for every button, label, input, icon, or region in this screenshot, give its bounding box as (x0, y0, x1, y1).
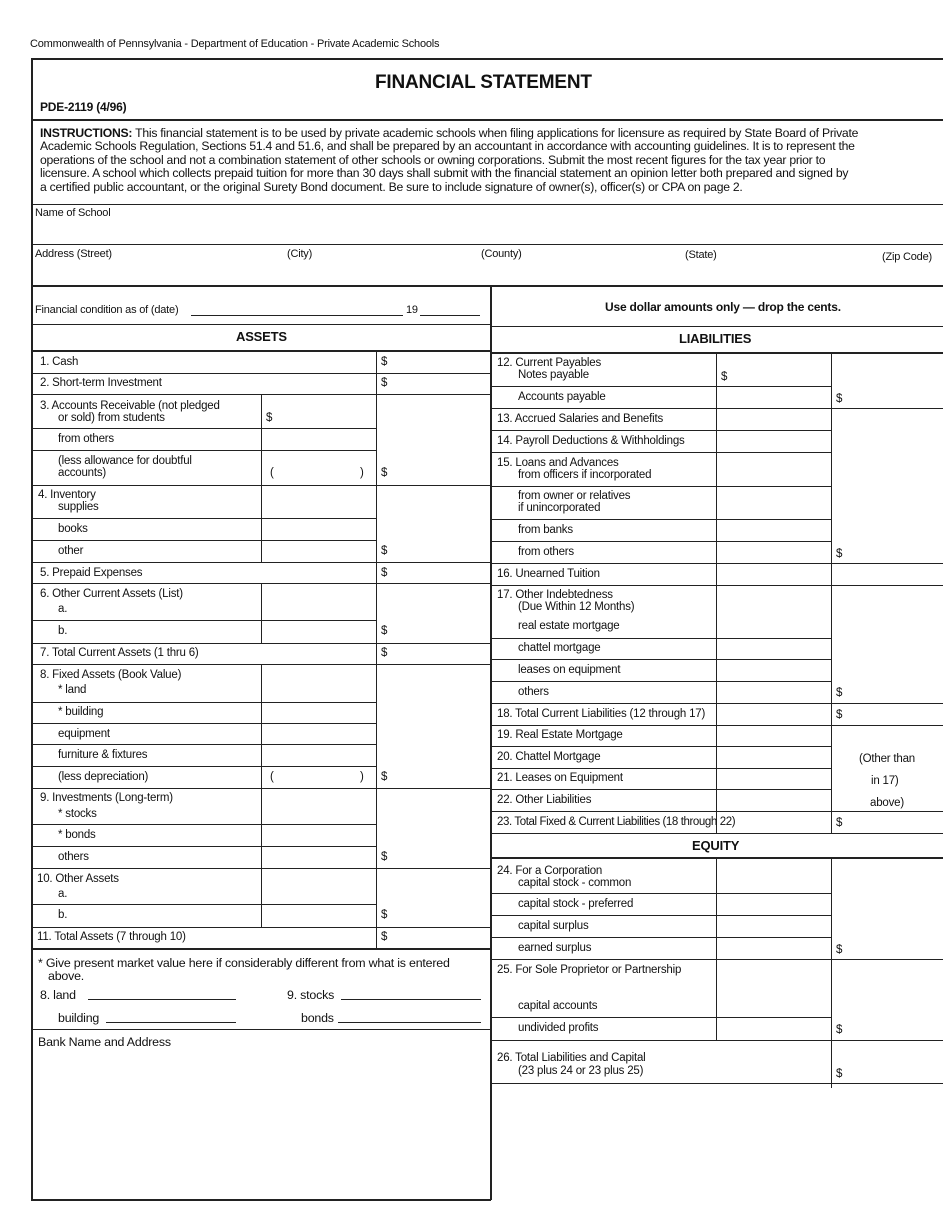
rule (491, 893, 831, 894)
rule (31, 824, 376, 825)
dollar-note: Use dollar amounts only — drop the cents. (605, 300, 841, 314)
rule (31, 664, 491, 665)
instructions-line-2: Academic Schools Regulation, Sections 51.4 and 51.6, and shall be prepared by an accountant in accordance with accounting guidelines. It is to represent the (40, 139, 855, 154)
assets-sub-col-divider-4 (261, 485, 262, 562)
equity-undivided-profits: undivided profits (518, 1022, 599, 1034)
asset-investments-bonds: * bonds (58, 829, 96, 841)
asset-other-current-b: b. (58, 625, 68, 637)
rule (491, 585, 943, 586)
asset-inventory-books: books (58, 523, 88, 535)
liab-unearned-tuition: 16. Unearned Tuition (497, 568, 600, 580)
liabilities-heading: LIABILITIES (679, 331, 752, 346)
frame-top (31, 58, 943, 60)
instructions-line-4: licensure. A school which collects prepaid tuition for more than 30 days shall submit with the financial statement an opinion letter both prepared and signed by (40, 166, 849, 181)
address-city-label: (City) (287, 248, 313, 260)
rule (31, 324, 491, 325)
rule (491, 768, 831, 769)
rule (491, 915, 831, 916)
asset-investments-stocks: * stocks (58, 808, 97, 820)
asset-fixed-building: * building (58, 706, 104, 718)
form-title: FINANCIAL STATEMENT (375, 72, 592, 93)
instructions-label: INSTRUCTIONS: (40, 126, 133, 140)
address-county-label: (County) (481, 248, 522, 260)
market-land-label: 8. land (40, 988, 76, 1002)
market-note-line-1: * Give present market value here if considerably different from what is entered (38, 956, 450, 970)
rule (31, 1029, 491, 1030)
instructions-top-rule (31, 119, 943, 121)
rule (31, 788, 491, 789)
liab-accounts-payable: Accounts payable (518, 391, 606, 403)
instructions-line-1: This financial statement is to be used by private academic schools when filing applications for licensure as required by State Board of Private (135, 126, 859, 140)
asset-total-current: 7. Total Current Assets (1 thru 6) (40, 647, 199, 659)
asset-cash: 1. Cash (40, 356, 79, 368)
address-zip-label: (Zip Code) (882, 251, 932, 263)
liab-payroll-deductions: 14. Payroll Deductions & Withholdings (497, 435, 685, 447)
loans-total-dollar: $ (836, 548, 843, 560)
market-building-label: building (58, 1011, 100, 1025)
equity-capital-surplus: capital surplus (518, 920, 589, 932)
liab-sub-col-divider (716, 353, 717, 833)
rule (31, 428, 376, 429)
liab-note-line-3: above) (870, 797, 904, 809)
rule (31, 927, 491, 928)
condition-date-field[interactable] (191, 315, 403, 316)
asset-fixed-equipment: equipment (58, 728, 110, 740)
notes-payable-dollar: $ (721, 371, 728, 383)
asset-other-assets-a: a. (58, 888, 68, 900)
liab-due-12-months: (Due Within 12 Months) (518, 601, 635, 613)
rule (491, 486, 831, 487)
condition-year-field[interactable] (420, 315, 480, 316)
equity-stock-common: capital stock - common (518, 877, 632, 889)
inventory-dollar: $ (381, 545, 388, 557)
equity-sub-col-divider (716, 858, 717, 1040)
rule (31, 904, 376, 905)
rule (31, 948, 491, 950)
instructions-bottom-rule (31, 204, 943, 205)
equity-total-formula: (23 plus 24 or 23 plus 25) (518, 1065, 644, 1077)
liab-notes-payable: Notes payable (518, 369, 589, 381)
rule (31, 540, 376, 541)
asset-fixed-furniture: furniture & fixtures (58, 749, 148, 761)
total-fixed-current-dollar: $ (836, 817, 843, 829)
liab-loans-advances: 15. Loans and Advances (497, 457, 619, 469)
liab-accrued-salaries: 13. Accrued Salaries and Benefits (497, 413, 664, 425)
asset-ar-allowance: (less allowance for doubtful (58, 455, 192, 467)
rule (31, 518, 376, 519)
equity-total-col-divider (831, 858, 832, 1088)
rule (491, 959, 943, 960)
instructions-block (40, 127, 945, 194)
assets-sub-col-divider-3 (261, 395, 262, 485)
market-building-field[interactable] (106, 1022, 236, 1023)
center-divider (490, 285, 492, 1200)
agency-line: Commonwealth of Pennsylvania - Department of Education - Private Academic Schools (30, 38, 440, 50)
assets-total-col-divider (376, 351, 377, 948)
equity-total-liab-capital: 26. Total Liabilities and Capital (497, 1052, 646, 1064)
rule (491, 638, 831, 639)
asset-other-current: 6. Other Current Assets (List) (40, 588, 183, 600)
rule (491, 811, 943, 812)
rule (491, 746, 831, 747)
dep-paren-close: ) (360, 771, 364, 783)
rule (491, 937, 831, 938)
rule (491, 430, 831, 431)
condition-year-prefix: 19 (406, 304, 418, 316)
rule (491, 563, 943, 564)
asset-investments-others: others (58, 851, 89, 863)
rule (491, 681, 831, 682)
asset-short-term-investment: 2. Short-term Investment (40, 377, 162, 389)
total-assets-dollar: $ (381, 931, 388, 943)
liab-loans-others: from others (518, 546, 574, 558)
bank-field[interactable] (35, 1052, 485, 1192)
ar-total-dollar: $ (381, 467, 388, 479)
ar-paren-open: ( (270, 467, 274, 479)
rule (491, 452, 831, 453)
equity-heading: EQUITY (692, 838, 740, 853)
liab-loans-officers: from officers if incorporated (518, 469, 652, 481)
bank-label: Bank Name and Address (38, 1035, 171, 1049)
rule (31, 485, 491, 486)
liab-chattel-mortgage-sub: chattel mortgage (518, 642, 601, 654)
liab-leases-equipment-sub: leases on equipment (518, 664, 621, 676)
address-state-label: (State) (685, 249, 717, 261)
total-current-dollar: $ (381, 647, 388, 659)
rule (491, 857, 943, 859)
market-bonds-field[interactable] (338, 1022, 481, 1023)
liab-loans-banks: from banks (518, 524, 573, 536)
rule (491, 703, 943, 704)
frame-bottom (31, 1199, 491, 1201)
asset-inventory-other: other (58, 545, 84, 557)
asset-other-assets-b: b. (58, 909, 68, 921)
asset-ar-accounts: accounts) (58, 467, 107, 479)
assets-heading: ASSETS (236, 329, 287, 344)
liab-chattel-mortgage: 20. Chattel Mortgage (497, 751, 601, 763)
total-current-liab-dollar: $ (836, 709, 843, 721)
rule (491, 725, 943, 726)
rule (491, 1040, 943, 1041)
address-street-label: Address (Street) (35, 248, 112, 260)
liab-real-estate-mortgage: 19. Real Estate Mortgage (497, 729, 623, 741)
rule (491, 833, 943, 834)
asset-ar-others: from others (58, 433, 114, 445)
rule (31, 285, 943, 287)
equity-earned-surplus: earned surplus (518, 942, 592, 954)
market-land-field[interactable] (88, 999, 236, 1000)
rule (31, 394, 491, 395)
market-note-line-2: above. (48, 969, 85, 983)
equity-stock-preferred: capital stock - preferred (518, 898, 634, 910)
asset-inventory: 4. Inventory (38, 489, 96, 501)
dep-paren-open: ( (270, 771, 274, 783)
rule (491, 519, 831, 520)
rule (31, 723, 376, 724)
asset-other-assets: 10. Other Assets (37, 873, 119, 885)
asset-investments: 9. Investments (Long-term) (40, 792, 173, 804)
equity-sole-proprietor: 25. For Sole Proprietor or Partnership (497, 964, 682, 976)
rule (31, 562, 491, 563)
liab-others-sub: others (518, 686, 549, 698)
fixed-dollar: $ (381, 771, 388, 783)
rule (491, 789, 831, 790)
rule (31, 643, 491, 644)
liab-current-payables: 12. Current Payables (497, 357, 602, 369)
asset-ar-students: or sold) from students (58, 412, 165, 424)
liab-other-liabilities: 22. Other Liabilities (497, 794, 592, 806)
indebtedness-total-dollar: $ (836, 687, 843, 699)
asset-inventory-supplies: supplies (58, 501, 99, 513)
other-assets-dollar: $ (381, 909, 388, 921)
liab-total-col-divider (831, 353, 832, 833)
instructions-line-3: operations of the school and not a combination statement of other schools or owning corporations. Submit the most recent figures for the tax year prior to (40, 152, 826, 167)
ar-students-dollar: $ (266, 412, 273, 424)
sole-equity-dollar: $ (836, 1024, 843, 1036)
payables-total-dollar: $ (836, 393, 843, 405)
liab-note-line-2: in 17) (871, 775, 899, 787)
liab-total-current: 18. Total Current Liabilities (12 through 17) (497, 708, 706, 720)
rule (31, 744, 376, 745)
rule (31, 350, 491, 352)
address-field[interactable] (33, 262, 941, 282)
rule (491, 352, 943, 354)
ar-paren-close: ) (360, 467, 364, 479)
rule (491, 541, 831, 542)
prepaid-dollar: $ (381, 567, 388, 579)
equity-capital-accounts: capital accounts (518, 1000, 598, 1012)
rule (31, 766, 376, 767)
liab-total-fixed-current: 23. Total Fixed & Current Liabilities (18 through 22) (497, 816, 736, 828)
asset-fixed: 8. Fixed Assets (Book Value) (40, 669, 182, 681)
cash-dollar: $ (381, 356, 388, 368)
rule (31, 244, 943, 245)
short-term-dollar: $ (381, 377, 388, 389)
form-number: PDE-2119 (4/96) (40, 100, 127, 114)
rule (491, 1083, 943, 1084)
asset-fixed-depreciation: (less depreciation) (58, 771, 149, 783)
rule (491, 408, 943, 409)
liab-other-indebtedness: 17. Other Indebtedness (497, 589, 613, 601)
rule (31, 846, 376, 847)
rule (31, 450, 376, 451)
rule (491, 326, 943, 327)
market-stocks-field[interactable] (341, 999, 481, 1000)
liab-real-estate-mortgage-sub: real estate mortgage (518, 620, 620, 632)
rule (491, 1017, 831, 1018)
asset-prepaid-expenses: 5. Prepaid Expenses (40, 567, 143, 579)
equity-corporation: 24. For a Corporation (497, 865, 603, 877)
rule (491, 659, 831, 660)
liab-note-line-1: (Other than (859, 753, 915, 765)
asset-other-current-a: a. (58, 603, 68, 615)
asset-accounts-receivable: 3. Accounts Receivable (not pledged (40, 400, 220, 412)
rule (491, 386, 831, 387)
asset-total-assets: 11. Total Assets (7 through 10) (37, 931, 186, 943)
assets-sub-col-divider-6 (261, 583, 262, 643)
school-name-label: Name of School (35, 207, 111, 219)
other-current-dollar: $ (381, 625, 388, 637)
market-stocks-label: 9. stocks (287, 988, 335, 1002)
rule (31, 702, 376, 703)
instructions-line-5: a certified public accountant, or the original Surety Bond document. Be sure to include signature of owner(s), officer(s) or CPA on page 2. (40, 179, 743, 194)
liab-leases-equipment: 21. Leases on Equipment (497, 772, 623, 784)
rule (31, 583, 491, 584)
rule (31, 620, 376, 621)
financial-condition-label: Financial condition as of (date) (35, 304, 179, 316)
school-name-field[interactable] (33, 220, 941, 242)
total-liab-capital-dollar: $ (836, 1068, 843, 1080)
assets-sub-col-divider-8-10 (261, 664, 262, 927)
investments-dollar: $ (381, 851, 388, 863)
rule (31, 373, 491, 374)
liab-loans-owner: from owner or relatives (518, 490, 631, 502)
asset-fixed-land: * land (58, 684, 87, 696)
market-bonds-label: bonds (301, 1011, 334, 1025)
corp-equity-dollar: $ (836, 944, 843, 956)
liab-loans-unincorporated: if unincorporated (518, 502, 601, 514)
rule (31, 868, 491, 869)
